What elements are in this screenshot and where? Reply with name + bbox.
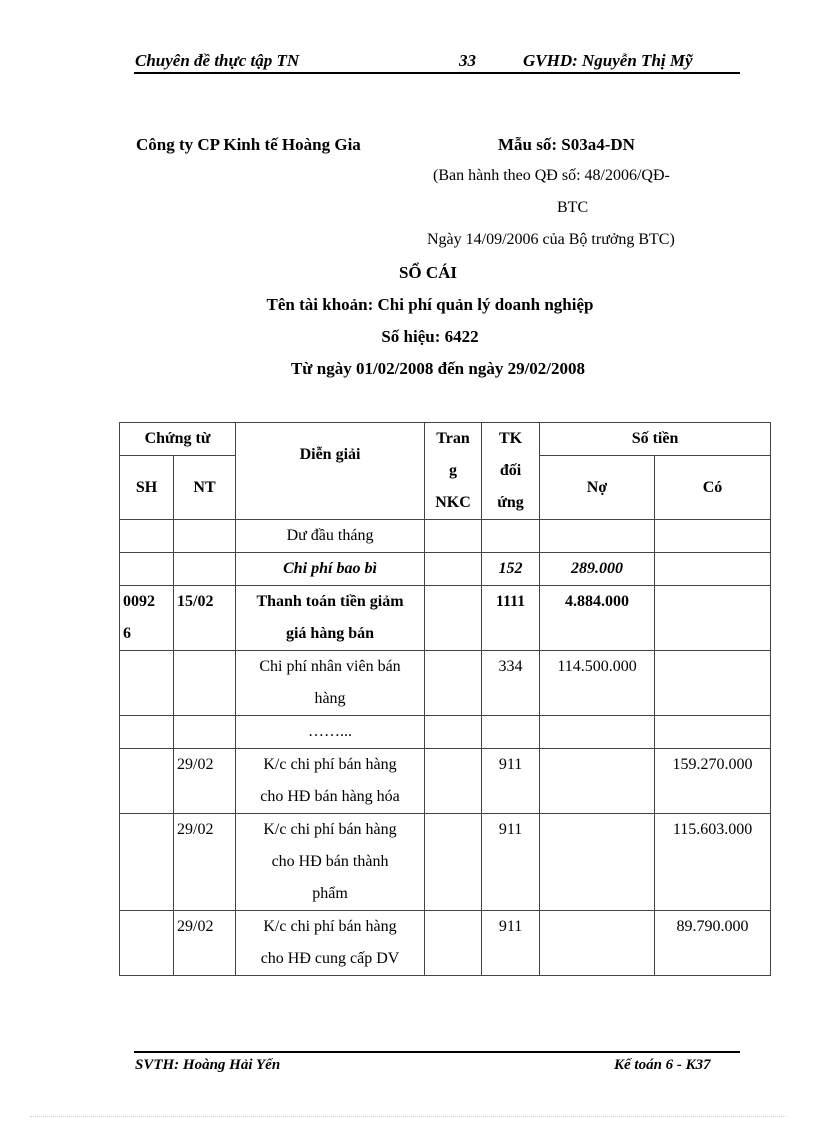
form-issued-line1: (Ban hành theo QĐ số: 48/2006/QĐ- xyxy=(433,167,670,184)
form-issued-line2: BTC xyxy=(557,199,589,216)
table-row: ……... xyxy=(120,716,771,749)
ledger-table xyxy=(119,422,771,976)
header-right: GVHD: Nguyễn Thị Mỹ xyxy=(523,51,693,70)
header-contra-account: TK đối ứng xyxy=(482,423,540,520)
table-row: 0092 6 15/02 Thanh toán tiền giảm giá hàng bán 1111 4.884.000 xyxy=(120,586,771,651)
account-name: Tên tài khoản: Chi phí quản lý doanh nghiệp xyxy=(266,295,594,314)
table-row: 29/02 K/c chi phí bán hàng cho HĐ bán hàng hóa 911 159.270.000 xyxy=(120,749,771,814)
footer-left: SVTH: Hoàng Hải Yến xyxy=(135,1057,281,1073)
footer-right: Kế toán 6 - K37 xyxy=(614,1057,711,1073)
table-row: Chi phí bao bì 152 289.000 xyxy=(120,553,771,586)
header-rule xyxy=(134,72,740,74)
page-number: 33 xyxy=(459,51,476,70)
table-row: Dư đầu tháng xyxy=(120,520,771,553)
company-name: Công ty CP Kinh tế Hoàng Gia xyxy=(136,135,361,154)
header-description: Diễn giải xyxy=(236,423,425,520)
footer-rule xyxy=(134,1051,740,1053)
header-amount: Số tiền xyxy=(540,423,771,456)
ledger-title: SỔ CÁI xyxy=(398,263,458,282)
table-row: 29/02 K/c chi phí bán hàng cho HĐ bán thành phẩm 911 115.603.000 xyxy=(120,814,771,911)
header-left: Chuyên đề thực tập TN xyxy=(135,51,300,70)
form-issued-line3: Ngày 14/09/2006 của Bộ trưởng BTC) xyxy=(427,231,675,248)
header-nt: NT xyxy=(174,456,236,520)
page-bottom-border xyxy=(30,1116,786,1117)
account-number: Số hiệu: 6422 xyxy=(381,327,479,346)
header-credit: Có xyxy=(655,456,771,520)
header-voucher: Chứng từ xyxy=(120,423,236,456)
header-sh: SH xyxy=(120,456,174,520)
header-debit: Nợ xyxy=(540,456,655,520)
table-row: Chi phí nhân viên bán hàng 334 114.500.000 xyxy=(120,651,771,716)
header-page-nkc: Tran g NKC xyxy=(425,423,482,520)
period: Từ ngày 01/02/2008 đến ngày 29/02/2008 xyxy=(290,359,586,378)
table-row: 29/02 K/c chi phí bán hàng cho HĐ cung cấp DV 911 89.790.000 xyxy=(120,911,771,976)
form-code: Mẫu số: S03a4-DN xyxy=(498,135,635,154)
